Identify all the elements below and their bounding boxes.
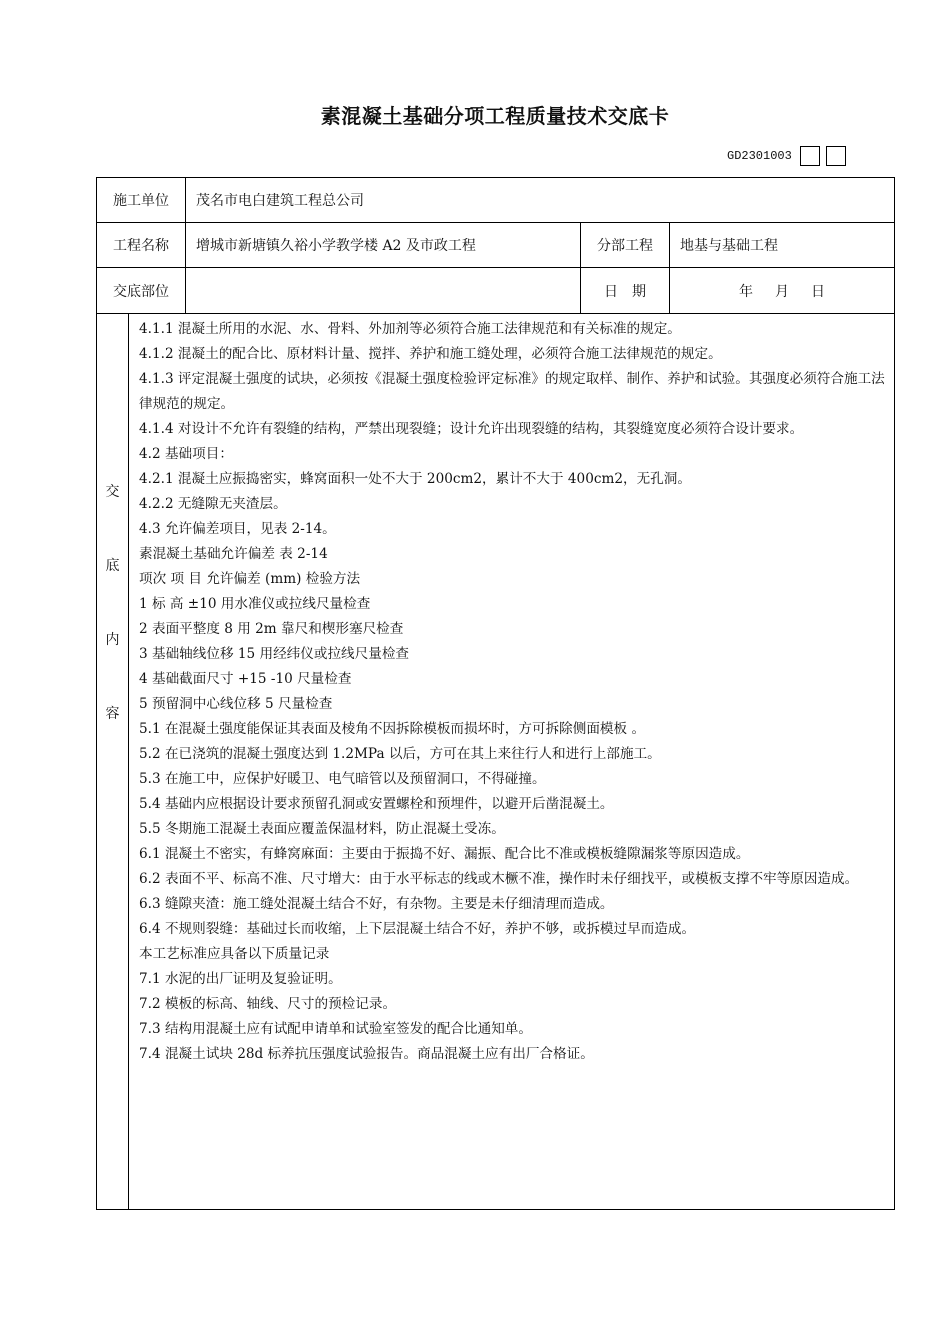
content-line: 4.1.1 混凝土所用的水泥、水、骨料、外加剂等必须符合施工法律规范和有关标准的规定。 (139, 321, 681, 337)
content-line: 7.3 结构用混凝土应有试配申请单和试验室签发的配合比通知单。 (139, 1021, 532, 1037)
date-value (670, 268, 895, 314)
code-box-2 (826, 146, 846, 166)
content-line: 5 预留洞中心线位移 5 尺量检查 (139, 696, 333, 712)
content-line: 3 基础轴线位移 15 用经纬仪或拉线尺量检查 (139, 646, 410, 662)
disclosure-content (129, 314, 895, 1210)
content-line: 本工艺标准应具备以下质量记录 (139, 946, 330, 962)
content-line: 项次 项 目 允许偏差 (mm) 检验方法 (139, 571, 361, 587)
disclosure-card-table (96, 177, 895, 1210)
project-value: 增城市新塘镇久裕小学教学楼 A2 及市政工程 (186, 223, 581, 268)
side-char: 交 (105, 483, 120, 500)
content-line: 4.2 基础项目： (139, 446, 233, 462)
content-line: 5.4 基础内应根据设计要求预留孔洞或安置螺栓和预埋件，以避开后凿混凝土。 (139, 796, 614, 812)
side-label-cell (97, 314, 129, 1210)
date-day: 日 (811, 283, 826, 300)
date-month: 月 (775, 283, 790, 300)
content-line: 4.3 允许偏差项目，见表 2-14。 (139, 521, 336, 537)
content-line: 7.2 模板的标高、轴线、尺寸的预检记录。 (139, 996, 397, 1012)
location-value (186, 268, 581, 314)
side-char: 底 (105, 557, 120, 574)
side-char: 容 (105, 705, 120, 722)
content-line: 5.3 在施工中，应保护好暖卫、电气暗管以及预留洞口，不得碰撞。 (139, 771, 546, 787)
content-line: 4.2.2 无缝隙无夹渣层。 (139, 496, 287, 512)
document-code: GD2301003 (727, 149, 792, 163)
unit-value: 茂名市电白建筑工程总公司 (186, 178, 895, 223)
content-lines (139, 317, 886, 1067)
content-line: 5.2 在已浇筑的混凝土强度达到 1.2MPa 以后，方可在其上来往行人和进行上部施工。 (139, 746, 661, 762)
page-title: 素混凝土基础分项工程质量技术交底卡 (320, 104, 670, 128)
side-char: 内 (105, 631, 120, 648)
content-line: 4 基础截面尺寸 +15 -10 尺量检查 (139, 671, 352, 687)
date-label: 日 期 (581, 268, 670, 314)
subproject-label: 分部工程 (581, 223, 670, 268)
content-line: 5.5 冬期施工混凝土表面应覆盖保温材料，防止混凝土受冻。 (139, 821, 505, 837)
subproject-value: 地基与基础工程 (670, 223, 895, 268)
content-line: 7.1 水泥的出厂证明及复验证明。 (139, 971, 342, 987)
content-line: 6.1 混凝土不密实，有蜂窝麻面：主要由于振捣不好、漏振、配合比不准或模板缝隙漏浆等原因造成。 (139, 846, 750, 862)
content-line: 4.1.2 混凝土的配合比、原材料计量、搅拌、养护和施工缝处理，必须符合施工法律规范的规定。 (139, 346, 722, 362)
content-line: 1 标 高 ±10 用水准仪或拉线尺量检查 (139, 596, 371, 612)
content-line: 6.4 不规则裂缝：基础过长而收缩，上下层混凝土结合不好，养护不够，或拆模过早而造成。 (139, 921, 696, 937)
content-line: 4.1.4 对设计不允许有裂缝的结构，严禁出现裂缝；设计允许出现裂缝的结构，其裂缝宽度必须符合设计要求。 (139, 421, 804, 437)
project-label: 工程名称 (97, 223, 186, 268)
content-line: 素混凝土基础允许偏差 表 2-14 (139, 546, 328, 562)
side-label (97, 481, 128, 723)
content-line: 5.1 在混凝土强度能保证其表面及棱角不因拆除模板而损坏时，方可拆除侧面模板 。 (139, 721, 646, 737)
code-box-1 (800, 146, 820, 166)
unit-label: 施工单位 (97, 178, 186, 223)
location-label: 交底部位 (97, 268, 186, 314)
content-line: 2 表面平整度 8 用 2m 靠尺和楔形塞尺检查 (139, 621, 404, 637)
content-line: 7.4 混凝土试块 28d 标养抗压强度试验报告。商品混凝土应有出厂合格证。 (139, 1046, 594, 1062)
content-line: 6.2 表面不平、标高不准、尺寸增大：由于水平标志的线或木橛不准，操作时未仔细找平，或模板支撑不牢等原因造成。 (139, 871, 859, 887)
content-line: 4.2.1 混凝土应振捣密实，蜂窝面积一处不大于 200cm2，累计不大于 400cm2，无孔洞。 (139, 471, 691, 487)
content-line: 4.1.3 评定混凝土强度的试块，必须按《混凝土强度检验评定标准》的规定取样、制作、养护和试验。其强度必须符合施工法律规范的规定。 (139, 371, 885, 412)
date-year: 年 (739, 283, 754, 300)
content-line: 6.3 缝隙夹渣：施工缝处混凝土结合不好，有杂物。主要是未仔细清理而造成。 (139, 896, 614, 912)
